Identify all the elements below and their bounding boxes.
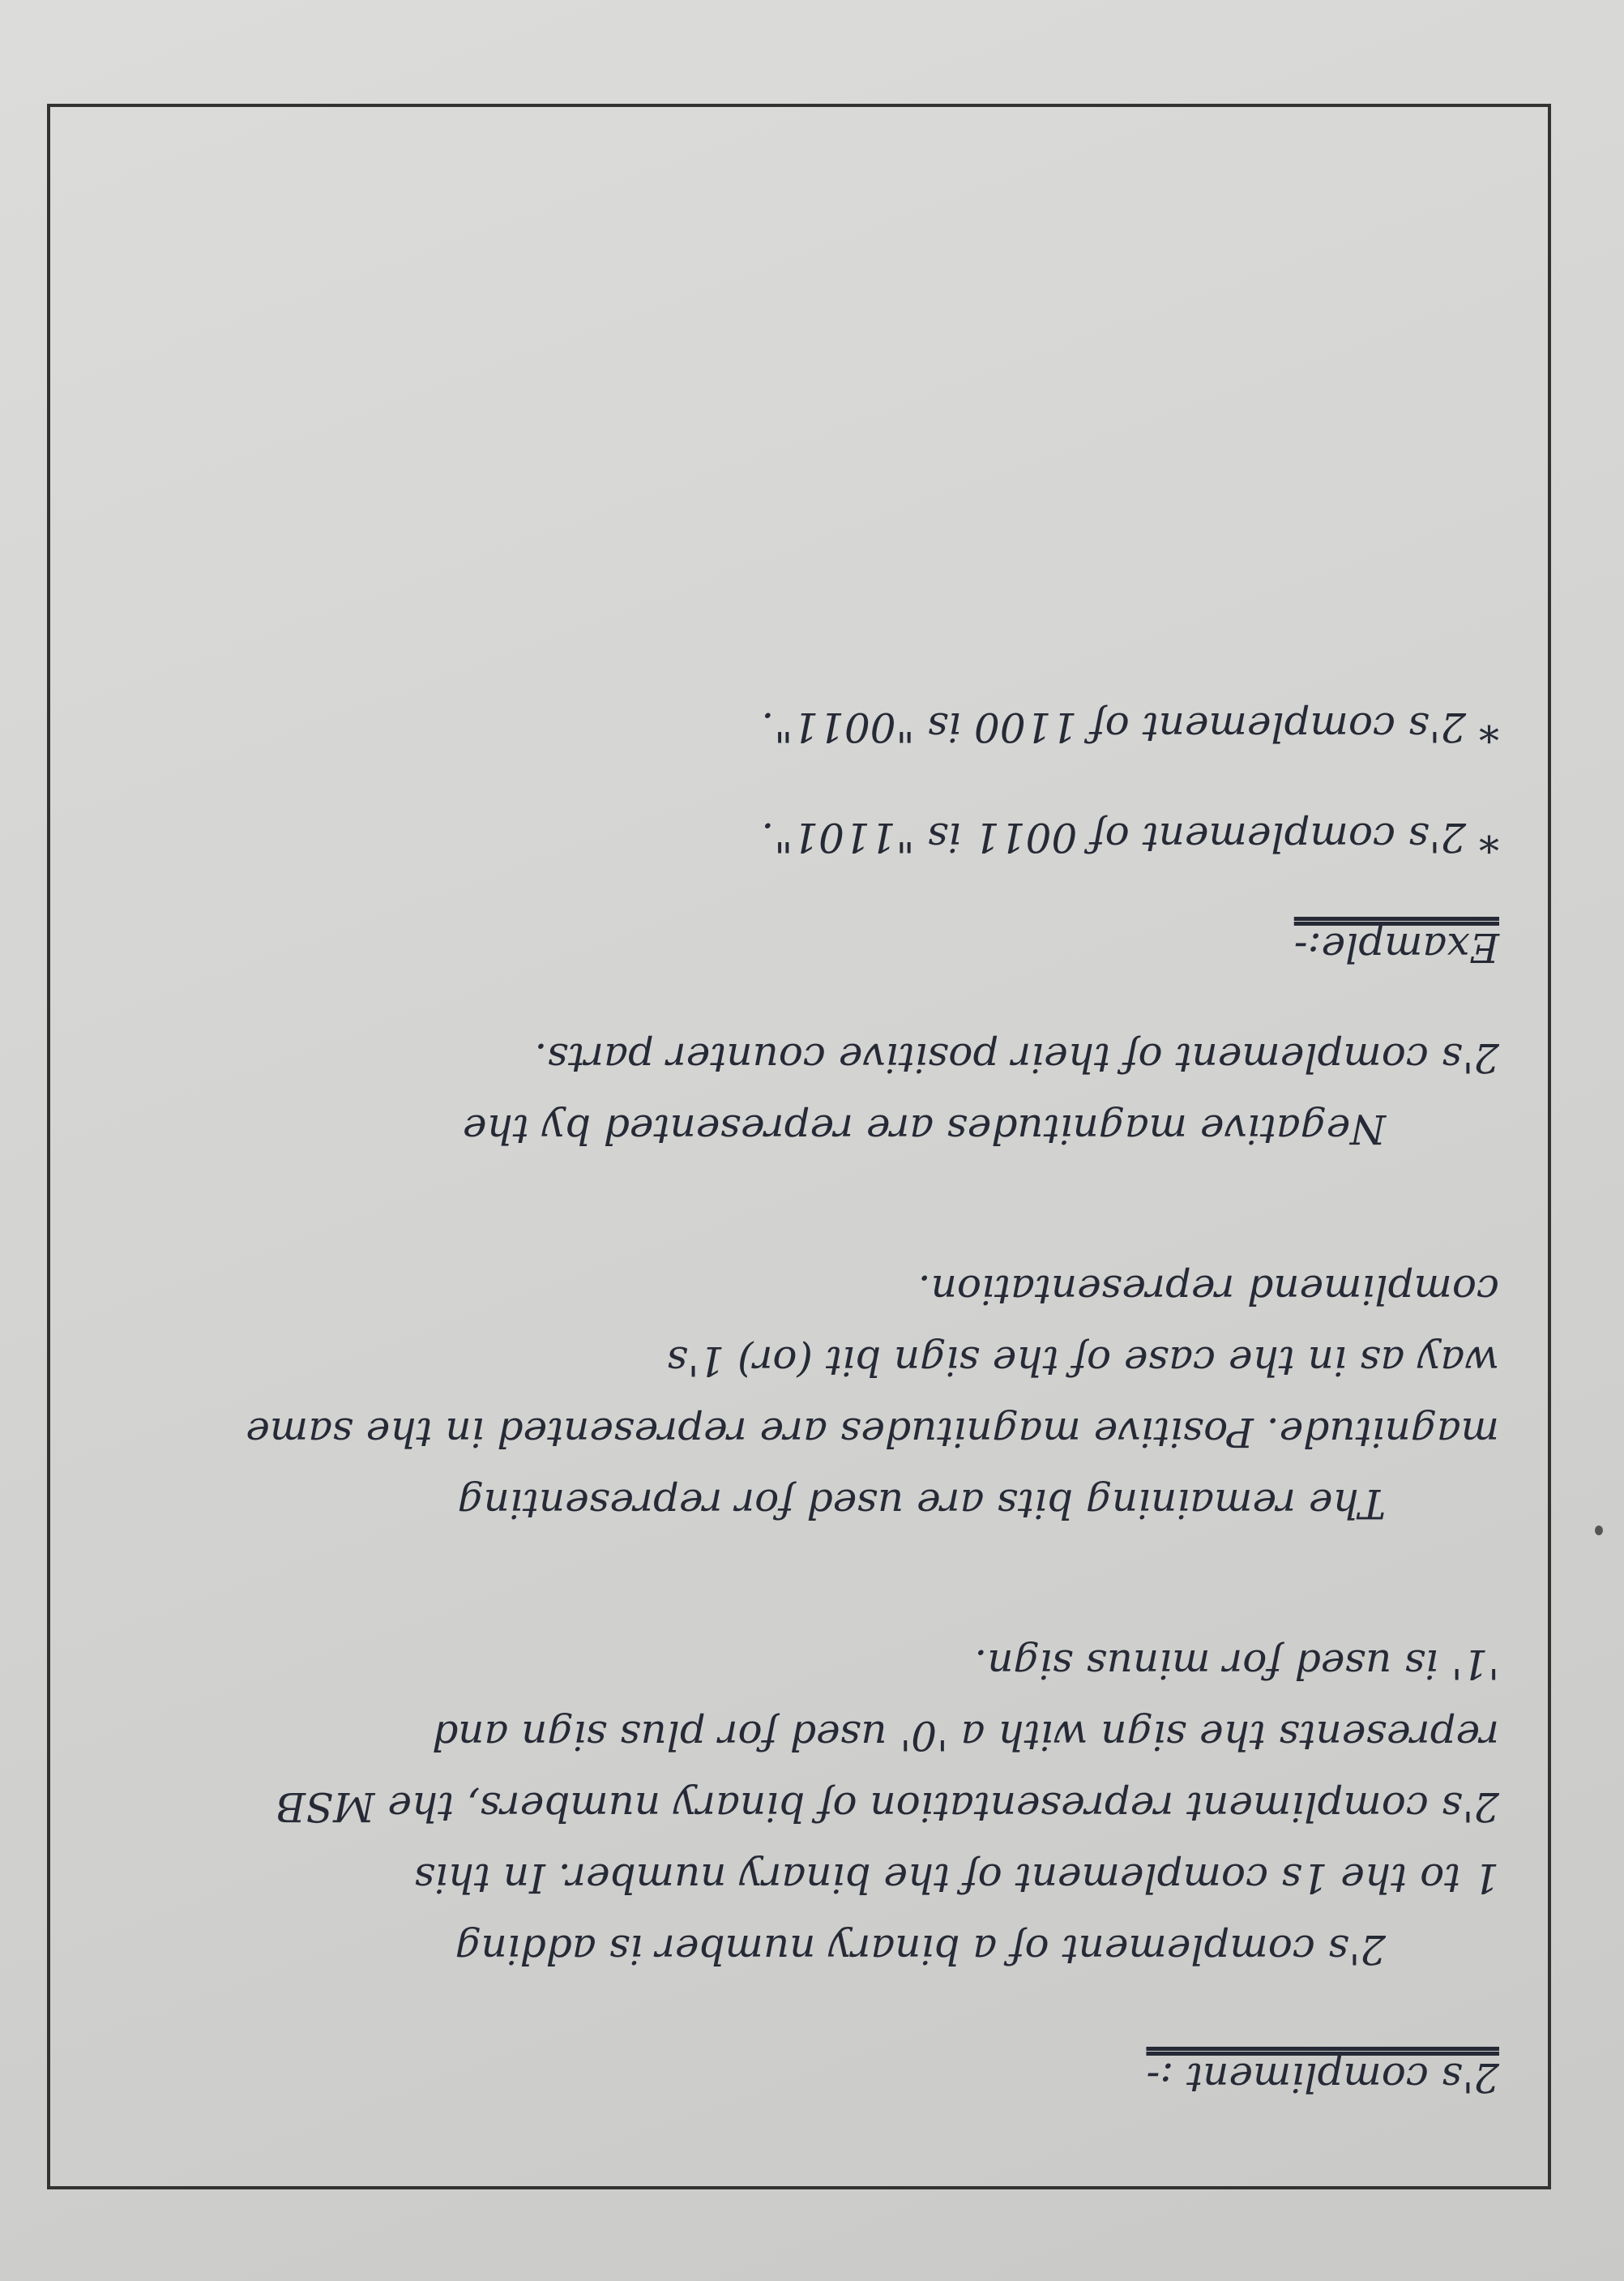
text-line: complimend representation. bbox=[917, 1266, 1499, 1313]
text-line: 2's complement of their positive counter parts. bbox=[534, 1034, 1499, 1081]
text-line: magnitude. Positive magnitudes are represented in the same bbox=[246, 1409, 1499, 1456]
pen-dot bbox=[1595, 1526, 1603, 1535]
text-line: represents the sign with a '0' used for plus sign and bbox=[432, 1712, 1499, 1759]
text-line: The remaining bits are used for representing bbox=[457, 1480, 1386, 1527]
page-border bbox=[47, 104, 1551, 2189]
example-item: * 2's complement of 1100 is "0011". bbox=[761, 704, 1499, 751]
text-line: '1' is used for minus sign. bbox=[974, 1641, 1499, 1688]
text-line: 2's complement of a binary number is adding bbox=[455, 1926, 1386, 1973]
text-line: 2's compliment representation of binary numbers, the MSB bbox=[276, 1783, 1499, 1830]
handwritten-notes bbox=[105, 691, 1499, 2113]
notes-heading: 2's compliment :- bbox=[1146, 2054, 1499, 2101]
paragraph-negative bbox=[105, 1022, 1499, 1165]
text-line: 1 to the 1s complement of the binary number. In this bbox=[414, 1855, 1499, 1902]
text-line: Negative magnitudes are represented by the bbox=[462, 1106, 1386, 1153]
paragraph-magnitude bbox=[105, 1254, 1499, 1539]
examples-list bbox=[105, 691, 1499, 873]
example-item: * 2's complement of 0011 is "1101". bbox=[761, 814, 1499, 861]
paragraph-definition bbox=[105, 1628, 1499, 1985]
example-label: Example:- bbox=[1293, 924, 1499, 971]
text-line: way as in the case of the sign bit (or) 1's bbox=[666, 1337, 1499, 1384]
